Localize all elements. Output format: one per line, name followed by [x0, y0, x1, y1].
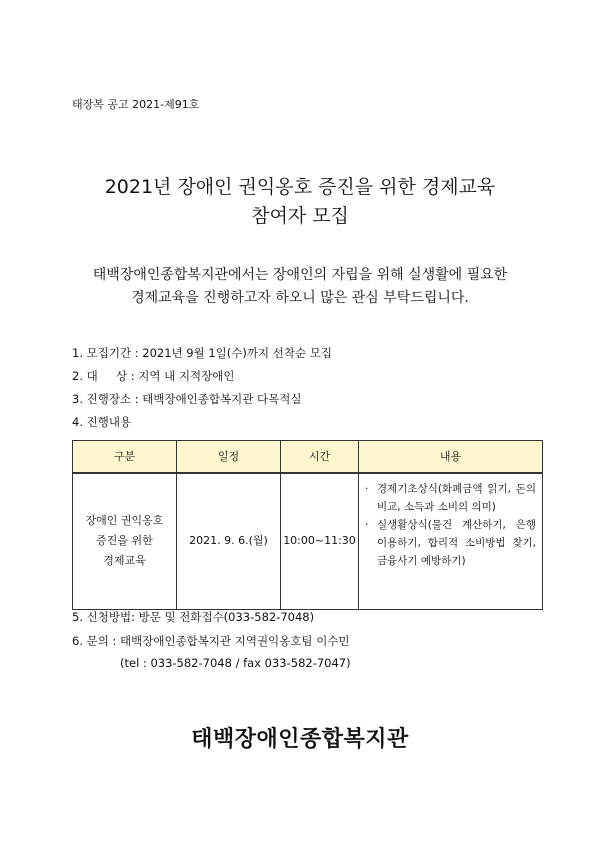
category-line3: 경제교육: [103, 554, 146, 568]
content-text-2: 실생활상식(물건 계산하기, 은행 이용하기, 합리적 소비방법 찾기, 금융사기 예방하기): [377, 518, 536, 567]
bullet-mark: ·: [365, 482, 369, 495]
cell-category: [73, 473, 177, 610]
footer-organization-name: 태백장애인종합복지관: [191, 727, 409, 752]
bullet-mark: ·: [365, 518, 369, 531]
item-apply-method: 5. 신청방법: 방문 및 전화접수(033-582-7048): [72, 610, 315, 624]
cell-content: [359, 473, 543, 610]
page-title-line1: 2021년 장애인 권익옹호 증진을 위한 경제교육: [104, 176, 496, 198]
item-contact: 6. 문의 : 태백장애인종합복지관 지역권익옹호팀 이수민: [72, 634, 350, 648]
item-contact-tel: (tel : 033-582-7048 / fax 033-582-7047): [120, 656, 351, 670]
intro-text-line2: 경제교육을 진행하고자 하오니 많은 관심 부탁드립니다.: [131, 290, 469, 306]
header-time: 시간: [281, 441, 359, 473]
item-target: 2. 대 상 : 지역 내 지적장애인: [72, 369, 235, 383]
header-content: 내용: [359, 441, 543, 473]
table-header-row: [73, 441, 543, 473]
schedule-table: [72, 440, 543, 610]
header-category: 구분: [73, 441, 177, 473]
table-row: [73, 473, 543, 610]
header-date: 일정: [177, 441, 281, 473]
content-text-1: 경제기초상식(화폐금액 읽기, 돈의 비교, 소득과 소비의 의미): [377, 482, 536, 513]
notice-number: 태장복 공고 2021-제91호: [72, 98, 200, 111]
item-place: 3. 진행장소 : 태백장애인종합복지관 다목적실: [72, 392, 302, 406]
item-contents-heading: 4. 진행내용: [72, 415, 132, 429]
category-line1: 장애인 권익옹호: [85, 514, 164, 528]
content-bullet-1: [365, 480, 536, 516]
category-line2: 증진을 위한: [96, 534, 153, 548]
item-period: 1. 모집기간 : 2021년 9월 1일(수)까지 선착순 모집: [72, 346, 332, 360]
cell-date: 2021. 9. 6.(월): [177, 473, 281, 610]
intro-text-line1: 태백장애인종합복지관에서는 장애인의 자립을 위해 실생활에 필요한: [92, 267, 508, 283]
page-title-line2: 참여자 모집: [251, 205, 349, 227]
cell-time: 10:00~11:30: [281, 473, 359, 610]
content-bullet-2: [365, 516, 536, 570]
